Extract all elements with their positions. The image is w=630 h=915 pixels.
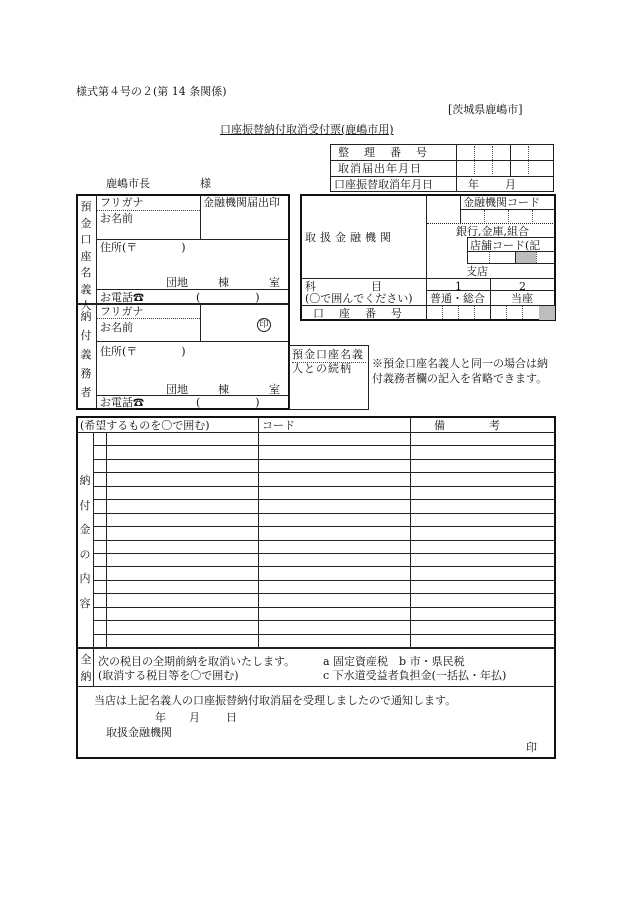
depositor-shitsu: 室 [269,276,280,289]
contents-row-line [93,499,555,500]
addressee-sama: 様 [200,177,211,190]
form-title: 口座振替納付取消受付票(鹿嶋市用) [220,123,394,136]
subject-option-2-number: 2 [519,280,526,293]
bank-stamp-label: 金融機関届出印 [203,196,280,209]
subject-option-toza[interactable]: 当座 [511,292,533,305]
addressee-mayor: 鹿嶋市長 [106,177,150,190]
bank-types-label: 銀行,金庫,組合 [456,225,529,238]
payer-address-label: 住所(〒 ) [100,345,186,358]
contents-row-line [93,526,555,527]
receipt-day: 日 [226,711,237,724]
contents-row-line [93,540,555,541]
bank-code-label: 金融機関コード [463,196,540,209]
reg-year-label: 年 [468,178,479,191]
account-number-shaded [539,306,555,320]
depositor-address-label: 住所(〒 ) [100,241,186,254]
depositor-phone-paren: ( ) [196,291,260,304]
form-number: 様式第４号の２(第 14 条関係) [76,85,227,98]
subject-option-1-number: 1 [455,280,462,293]
full-payment-options-ab[interactable]: a 固定資産税 b 市・県民税 [323,655,465,668]
contents-row-line [93,472,555,473]
reg-number-label: 整 理 番 号 [338,146,429,159]
depositor-danchi: 団地 [166,276,188,289]
receipt-month: 月 [189,711,200,724]
contents-side-label: 納付金の内容 [79,474,91,610]
payer-vertical-label: 納付義務者 [80,310,92,399]
full-payment-line1: 次の税目の全期前納を取消いたします。 [98,655,296,668]
receipt-year: 年 [155,711,166,724]
payer-phone-paren: ( ) [196,396,260,409]
branch-code-label: 店舗コード(記 [470,239,541,252]
subject-note: (〇で囲んでください) [305,292,413,305]
payer-furigana-label: フリガナ [100,305,144,318]
contents-row-line [93,607,555,608]
contents-header-select: (希望するものを〇で囲む) [80,419,210,432]
depositor-vertical-label: 預金口座名義人 [80,200,92,312]
contents-row-line [93,620,555,621]
depositor-phone-label: お電話☎ [100,291,144,304]
contents-table [76,416,556,759]
depositor-furigana-label: フリガナ [100,196,144,209]
depositor-name-label: お名前 [100,212,133,225]
account-number-label: 口 座 番 号 [313,307,404,320]
payer-seal-mark: 印 [257,318,271,332]
branch-code-shaded [516,252,536,263]
subject-label: 科 目 [305,280,382,293]
contents-row-line [77,432,555,433]
contents-row-line [93,486,555,487]
payer-shitsu: 室 [269,383,280,396]
receipt-text: 当店は上記名義人の口座振替納付取消届を受理しましたので通知します。 [94,694,457,707]
full-payment-line2: (取消する税目等を〇で囲む) [98,669,239,682]
payer-danchi: 団地 [166,383,188,396]
payer-mune: 棟 [218,383,229,396]
branch-label: 支店 [466,265,488,278]
payer-phone-label: お電話☎ [100,396,144,409]
contents-header-remarks: 備 考 [434,419,500,432]
full-payment-option-c[interactable]: c 下水道受益者負担金(一括払・年払) [323,669,507,682]
cancel-date-label: 口座振替取消年月日 [334,178,433,191]
relation-label: 預金口座名義人との続柄 [292,348,364,375]
contents-row-line [93,513,555,514]
issuer-label: [茨城県鹿嶋市] [448,103,523,116]
depositor-mune: 棟 [218,276,229,289]
reg-month-label: 月 [505,178,516,191]
contents-row-line [93,459,555,460]
contents-row-line [93,553,555,554]
omission-note: ※預金口座名義人と同一の場合は納付義務者欄の記入を省略できます。 [372,357,548,385]
contents-header-code: コード [262,419,295,432]
contents-row-line [93,566,555,567]
receipt-bank-label: 取扱金融機関 [106,726,172,739]
receipt-seal: 印 [526,741,537,754]
handling-bank-label: 取扱金融機関 [305,231,395,244]
cancel-request-date-label: 取消届出年月日 [338,162,422,175]
payer-name-label: お名前 [100,321,133,334]
contents-row-line [93,445,555,446]
contents-row-line [93,580,555,581]
contents-row-line [93,593,555,594]
contents-row-line [93,634,555,635]
full-payment-side-label: 全納 [80,653,92,683]
subject-option-futsu[interactable]: 普通・総合 [430,292,485,305]
